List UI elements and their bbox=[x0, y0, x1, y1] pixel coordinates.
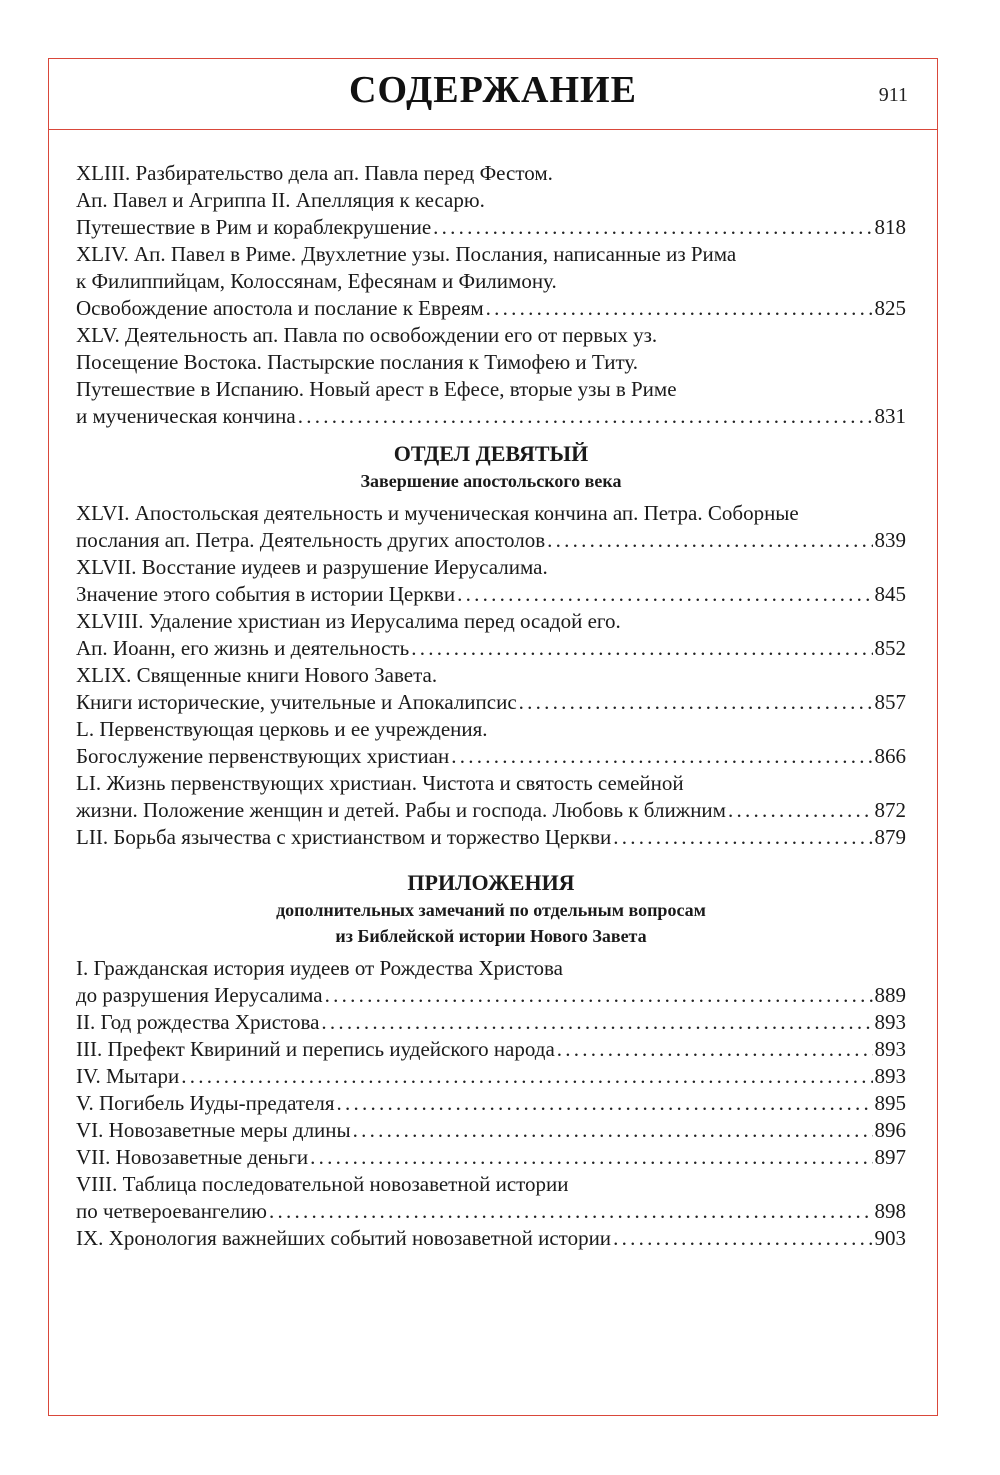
toc-entry-line bbox=[76, 716, 906, 743]
dot-leader bbox=[310, 1144, 872, 1171]
toc-entry-text: Книги исторические, учительные и Апокалипсис bbox=[76, 690, 517, 714]
toc-entry-text: XLVIII. Удаление христиан из Иерусалима перед осадой его. bbox=[76, 609, 621, 633]
toc-entry-text: Путешествие в Рим и кораблекрушение bbox=[76, 215, 432, 239]
toc-entry-text: I. Гражданская история иудеев от Рождества Христова bbox=[76, 956, 563, 980]
toc-entry-page: 879 bbox=[874, 825, 906, 849]
toc-entry-text: Посещение Востока. Пастырские послания к Тимофею и Титу. bbox=[76, 350, 639, 374]
toc-entry-line bbox=[76, 1036, 906, 1063]
toc-entry-text: до разрушения Иерусалима bbox=[76, 983, 323, 1007]
dot-leader bbox=[411, 635, 872, 662]
dot-leader bbox=[519, 689, 873, 716]
toc-entry-page: 893 bbox=[874, 1037, 906, 1061]
toc-entry-text: IX. Хронология важнейших событий новозаветной истории bbox=[76, 1226, 612, 1250]
toc-entry-line bbox=[76, 403, 906, 430]
dot-leader bbox=[557, 1036, 873, 1063]
toc-entry-text: Ап. Иоанн, его жизнь и деятельность bbox=[76, 636, 410, 660]
toc-entry-line bbox=[76, 187, 906, 214]
toc-entry-line bbox=[76, 1090, 906, 1117]
toc-entry-page: 852 bbox=[874, 636, 906, 660]
toc-entry-page: 872 bbox=[874, 798, 906, 822]
page-header bbox=[48, 58, 938, 130]
page-title: СОДЕРЖАНИЕ bbox=[349, 69, 637, 111]
toc-entry-page: 896 bbox=[874, 1118, 906, 1142]
toc-entry-text: XLV. Деятельность ап. Павла по освобождении его от первых уз. bbox=[76, 323, 658, 347]
toc-entry-line bbox=[76, 824, 906, 851]
toc-entry-line bbox=[76, 214, 906, 241]
toc-entry-page: 825 bbox=[874, 296, 906, 320]
toc-entry-line bbox=[76, 635, 906, 662]
toc-entry-line bbox=[76, 662, 906, 689]
page-number: 911 bbox=[878, 84, 908, 106]
toc-entry-line bbox=[76, 982, 906, 1009]
toc-entry-line bbox=[76, 160, 906, 187]
toc-entry-line bbox=[76, 955, 906, 982]
toc-entry-line bbox=[76, 322, 906, 349]
toc-entry-page: 818 bbox=[874, 215, 906, 239]
toc-entry-line bbox=[76, 743, 906, 770]
toc-entry-text: XLIV. Ап. Павел в Риме. Двухлетние узы. Послания, написанные из Рима bbox=[76, 242, 737, 266]
dot-leader bbox=[547, 527, 872, 554]
toc-entry-line bbox=[76, 581, 906, 608]
toc-entry-text: Богослужение первенствующих христиан bbox=[76, 744, 450, 768]
toc-entry-line bbox=[76, 376, 906, 403]
toc-entry-text: и мученическая кончина bbox=[76, 404, 296, 428]
dot-leader bbox=[613, 1225, 872, 1252]
toc-entry-line bbox=[76, 1117, 906, 1144]
toc-entry-text: Путешествие в Испанию. Новый арест в Ефесе, вторые узы в Риме bbox=[76, 377, 677, 401]
toc-entry-page: 839 bbox=[874, 528, 906, 552]
toc-entry-line bbox=[76, 500, 906, 527]
toc-entry-page: 898 bbox=[874, 1199, 906, 1223]
toc-entry-text: XLVII. Восстание иудеев и разрушение Иерусалима. bbox=[76, 555, 548, 579]
dot-leader bbox=[337, 1090, 873, 1117]
toc-entry-line bbox=[76, 554, 906, 581]
toc-entry-text: XLIII. Разбирательство дела ап. Павла перед Фестом. bbox=[76, 161, 553, 185]
toc-entry-line bbox=[76, 1063, 906, 1090]
toc-entry-page: 857 bbox=[874, 690, 906, 714]
dot-leader bbox=[325, 982, 873, 1009]
toc-list-section9 bbox=[76, 500, 906, 851]
toc-entry-line bbox=[76, 608, 906, 635]
toc-entry-text: XLVI. Апостольская деятельность и мученическая кончина ап. Петра. Соборные bbox=[76, 501, 799, 525]
dot-leader bbox=[457, 581, 872, 608]
toc-entry-text: XLIX. Священные книги Нового Завета. bbox=[76, 663, 438, 687]
toc-entry-line bbox=[76, 268, 906, 295]
toc-entry-page: 893 bbox=[874, 1064, 906, 1088]
toc-entry-text: Ап. Павел и Агриппа II. Апелляция к кесарю. bbox=[76, 188, 485, 212]
toc-entry-page: 845 bbox=[874, 582, 906, 606]
toc-list-appendix bbox=[76, 955, 906, 1252]
toc-entry-page: 897 bbox=[874, 1145, 906, 1169]
dot-leader bbox=[433, 214, 872, 241]
toc-entry-page: 895 bbox=[874, 1091, 906, 1115]
toc-entry-line bbox=[76, 689, 906, 716]
toc-entry-line bbox=[76, 770, 906, 797]
toc-entry-line bbox=[76, 527, 906, 554]
toc-entry-line bbox=[76, 1198, 906, 1225]
toc-entry-text: послания ап. Петра. Деятельность других апостолов bbox=[76, 528, 546, 552]
toc-entry-text: II. Год рождества Христова bbox=[76, 1010, 320, 1034]
appendix-subheading-1: дополнительных замечаний по отдельным вопросам bbox=[276, 900, 706, 920]
dot-leader bbox=[298, 403, 873, 430]
toc-entry-text: жизни. Положение женщин и детей. Рабы и господа. Любовь к ближним bbox=[76, 798, 726, 822]
appendix-subheading-2: из Библейской истории Нового Завета bbox=[335, 926, 647, 946]
toc-entry-line bbox=[76, 349, 906, 376]
toc-entry-page: 866 bbox=[874, 744, 906, 768]
toc-entry-line bbox=[76, 1171, 906, 1198]
toc-entry-line bbox=[76, 241, 906, 268]
toc-entry-page: 903 bbox=[874, 1226, 906, 1250]
toc-entry-text: Освобождение апостола и послание к Евреям bbox=[76, 296, 484, 320]
toc-entry-page: 831 bbox=[874, 404, 906, 428]
section-subheading: Завершение апостольского века bbox=[360, 471, 622, 491]
toc-entry-text: LI. Жизнь первенствующих христиан. Чистота и святость семейной bbox=[76, 771, 684, 795]
toc-entry-text: VIII. Таблица последовательной новозаветной истории bbox=[76, 1172, 569, 1196]
toc-entry-line bbox=[76, 295, 906, 322]
toc-entry-text: к Филиппийцам, Колоссянам, Ефесянам и Филимону. bbox=[76, 269, 557, 293]
toc-content bbox=[76, 160, 906, 1252]
dot-leader bbox=[353, 1117, 873, 1144]
section-heading: ОТДЕЛ ДЕВЯТЫЙ bbox=[393, 441, 589, 466]
toc-entry-text: VII. Новозаветные деньги bbox=[76, 1145, 309, 1169]
toc-entry-line bbox=[76, 1009, 906, 1036]
toc-entry-text: IV. Мытари bbox=[76, 1064, 180, 1088]
toc-entry-text: LII. Борьба язычества с христианством и торжество Церкви bbox=[76, 825, 612, 849]
toc-list-top bbox=[76, 160, 906, 430]
dot-leader bbox=[269, 1198, 873, 1225]
toc-entry-page: 889 bbox=[874, 983, 906, 1007]
dot-leader bbox=[728, 797, 873, 824]
toc-entry-text: V. Погибель Иуды-предателя bbox=[76, 1091, 335, 1115]
toc-entry-line bbox=[76, 1225, 906, 1252]
dot-leader bbox=[321, 1009, 872, 1036]
dot-leader bbox=[181, 1063, 872, 1090]
toc-entry-line bbox=[76, 797, 906, 824]
dot-leader bbox=[613, 824, 872, 851]
toc-entry-text: III. Префект Квириний и перепись иудейского народа bbox=[76, 1037, 555, 1061]
toc-entry-text: по четвероевангелию bbox=[76, 1199, 267, 1223]
dot-leader bbox=[486, 295, 873, 322]
dot-leader bbox=[451, 743, 872, 770]
toc-entry-text: L. Первенствующая церковь и ее учреждения. bbox=[76, 717, 488, 741]
toc-entry-page: 893 bbox=[874, 1010, 906, 1034]
toc-entry-line bbox=[76, 1144, 906, 1171]
toc-entry-text: VI. Новозаветные меры длины bbox=[76, 1118, 351, 1142]
toc-entry-text: Значение этого события в истории Церкви bbox=[76, 582, 456, 606]
appendix-heading: ПРИЛОЖЕНИЯ bbox=[407, 870, 575, 895]
